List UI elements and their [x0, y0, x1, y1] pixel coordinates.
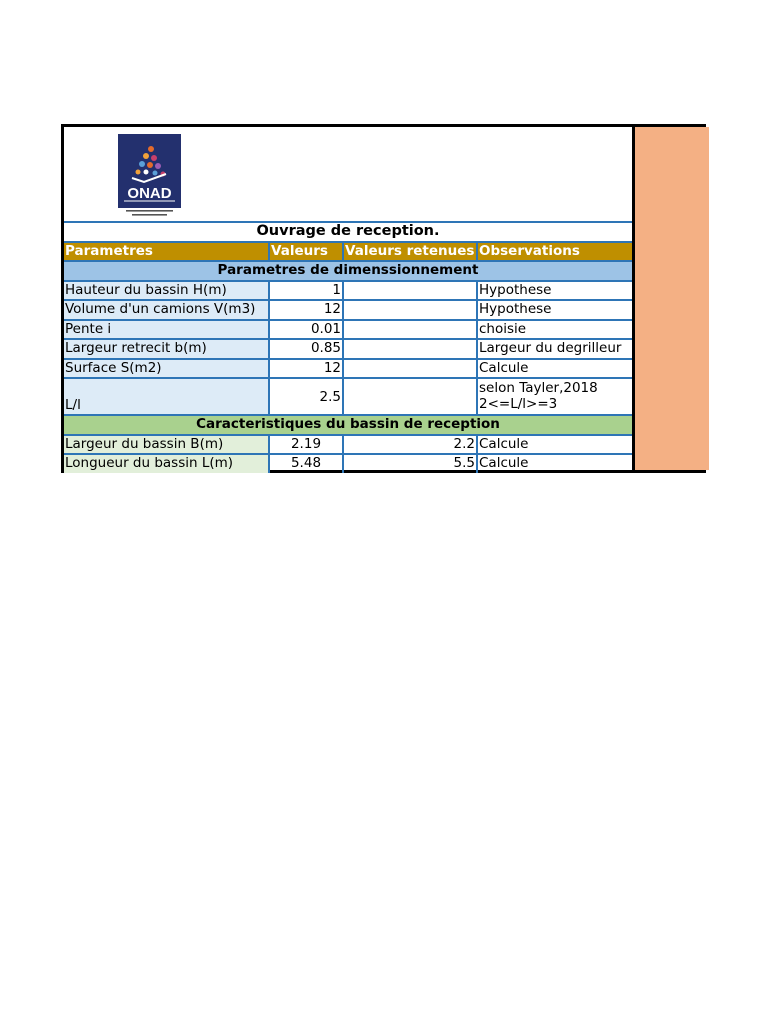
param-label: Hauteur du bassin H(m) — [64, 282, 268, 300]
param-label: Volume d'un camions V(m3) — [64, 301, 268, 319]
param-observation: Largeur du degrilleur — [476, 340, 632, 358]
param-value: 12 — [268, 301, 342, 319]
side-color-column — [632, 127, 709, 470]
param-label: Largeur retrecit b(m) — [64, 340, 268, 358]
data-table — [64, 221, 632, 473]
table-row — [64, 377, 632, 414]
table-row — [64, 434, 632, 454]
header-row — [64, 241, 632, 261]
table-row — [64, 338, 632, 358]
result-value: 5.48 — [268, 455, 342, 473]
result-retained: 5.5 — [342, 455, 476, 473]
result-observation: Calcule — [476, 436, 632, 454]
param-label: Surface S(m2) — [64, 360, 268, 378]
param-value: 0.01 — [268, 321, 342, 339]
param-label: L/l — [64, 379, 268, 414]
param-observation: selon Tayler,2018 2<=L/l>=3 — [476, 379, 632, 414]
result-value: 2.19 — [268, 436, 342, 454]
result-label: Largeur du bassin B(m) — [64, 436, 268, 454]
param-observation: choisie — [476, 321, 632, 339]
param-value: 12 — [268, 360, 342, 378]
param-retained — [342, 360, 476, 378]
param-observation: Hypothese — [476, 282, 632, 300]
param-value: 0.85 — [268, 340, 342, 358]
result-retained: 2.2 — [342, 436, 476, 454]
header-observations: Observations — [476, 243, 632, 261]
param-retained — [342, 282, 476, 300]
param-value: 1 — [268, 282, 342, 300]
param-retained — [342, 321, 476, 339]
header-valeurs-retenues: Valeurs retenues — [342, 243, 476, 261]
param-observation: Calcule — [476, 360, 632, 378]
param-observation: Hypothese — [476, 301, 632, 319]
result-observation: Calcule — [476, 455, 632, 473]
table-row — [64, 358, 632, 378]
header-valeurs: Valeurs — [268, 243, 342, 261]
spreadsheet-block — [61, 124, 706, 473]
section-row — [64, 260, 632, 280]
logo-text: ONAD — [127, 185, 172, 202]
param-value: 2.5 — [268, 379, 342, 414]
header-parametres: Parametres — [64, 243, 268, 261]
param-retained — [342, 379, 476, 414]
param-label: Pente i — [64, 321, 268, 339]
table-row — [64, 453, 632, 473]
table-row — [64, 280, 632, 300]
section-title-caracteristiques: Caracteristiques du bassin de reception — [64, 416, 632, 434]
logo-area — [64, 127, 632, 221]
table-title: Ouvrage de reception. — [64, 223, 632, 241]
param-retained — [342, 301, 476, 319]
result-label: Longueur du bassin L(m) — [64, 455, 268, 473]
table-row — [64, 319, 632, 339]
table-row — [64, 299, 632, 319]
table-title-row — [64, 221, 632, 241]
section-title-dimensionnement: Parametres de dimenssionnement — [64, 262, 632, 280]
section-row — [64, 414, 632, 434]
param-retained — [342, 340, 476, 358]
onad-logo — [118, 134, 181, 218]
